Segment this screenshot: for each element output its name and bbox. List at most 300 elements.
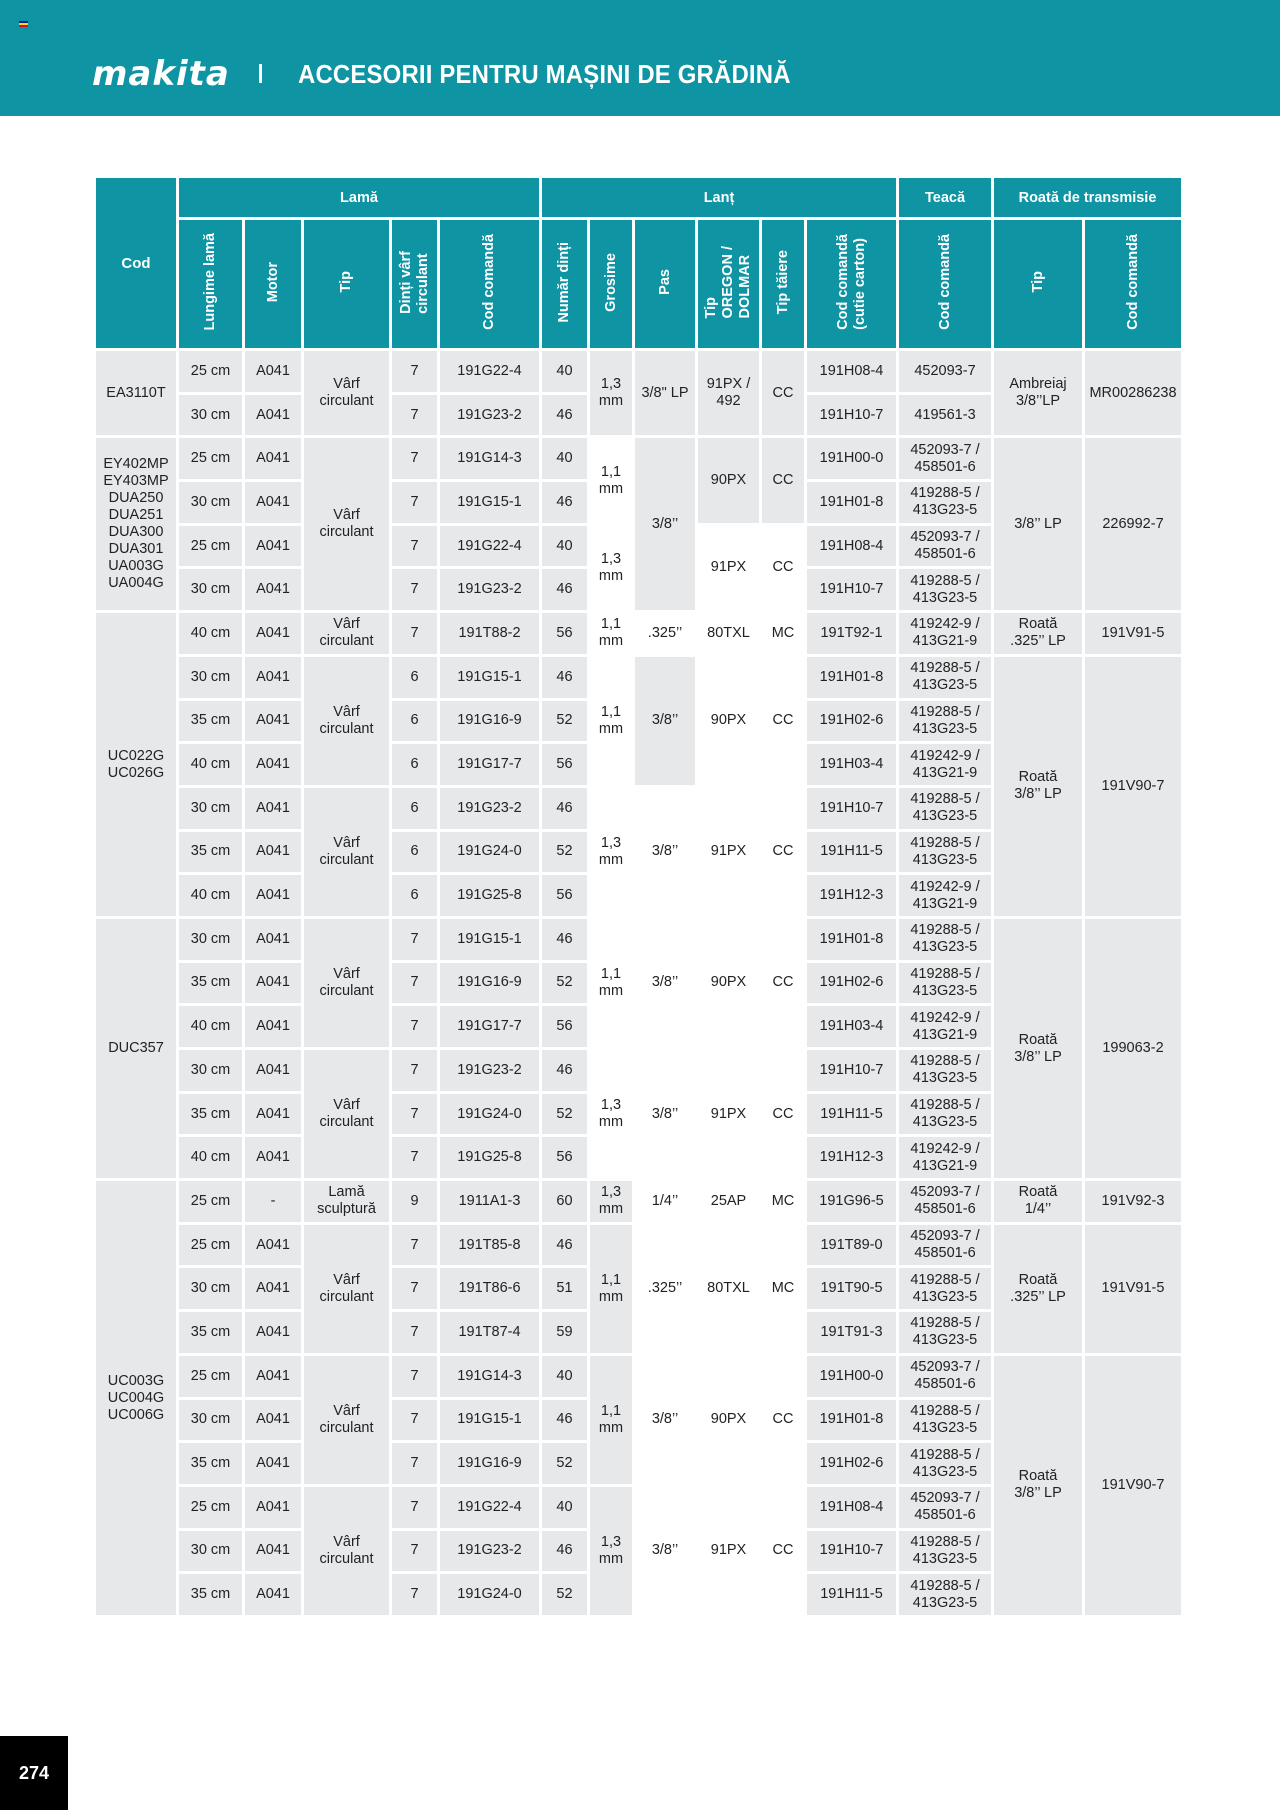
cell-cod-comanda: 191G24-0 (440, 1574, 539, 1615)
cell-line: UC026G (107, 764, 165, 781)
cell-cod-cutie: 191H02-6 (807, 963, 896, 1004)
cell-cod-cutie: 191H10-7 (807, 569, 896, 610)
cell-dinti: 7 (392, 351, 437, 392)
group-header-roata: Roată de transmisie (994, 178, 1181, 217)
cell-line: 3/8’’ LP (1014, 1048, 1062, 1065)
cell-grosime (590, 1225, 632, 1353)
cell-cod-cutie: 191H12-3 (807, 875, 896, 916)
cell-tip-taiere: CC (762, 526, 804, 610)
cell-motor: A041 (245, 1137, 301, 1178)
cell-line: 90PX (710, 472, 747, 489)
cell-line: 413G23-5 (912, 808, 978, 825)
cell-line: 1,1 (600, 1402, 622, 1419)
cell-roata-cod: 191V90-7 (1085, 1356, 1181, 1615)
cell-line: 419288-5 / (910, 1053, 980, 1070)
cell-numar-dinti: 46 (542, 1531, 587, 1572)
cell-dinti: 7 (392, 438, 437, 479)
cell-lungime: 35 cm (179, 1443, 242, 1484)
cell-lungime: 25 cm (179, 1356, 242, 1397)
cell-lungime: 35 cm (179, 1574, 242, 1615)
cell-line: DUC357 (108, 1040, 164, 1056)
cell-line: 80TXL (707, 1280, 750, 1297)
cell-dinti: 9 (392, 1181, 437, 1222)
col-header-motor: Motor (245, 220, 301, 348)
cell-line: UC003G (107, 1372, 165, 1389)
cell-cod-cutie: 191T90-5 (807, 1268, 896, 1309)
cell-line: 413G23-5 (912, 1550, 978, 1567)
cell-grosime (590, 613, 632, 654)
cell-line: Lamă (328, 1184, 365, 1201)
cell-line: 91PX (710, 843, 747, 860)
cell-cod (96, 919, 176, 1178)
page-title: ACCESORII PENTRU MAȘINI DE GRĂDINĂ (298, 59, 791, 89)
cell-teaca (899, 963, 991, 1004)
cell-numar-dinti: 40 (542, 1487, 587, 1528)
cell-tip-oregon (698, 657, 759, 785)
cell-motor: A041 (245, 395, 301, 436)
group-header-lant: Lanț (542, 178, 896, 217)
cell-lungime: 35 cm (179, 701, 242, 742)
cell-motor: A041 (245, 1312, 301, 1353)
cell-line: 458501-6 (914, 1245, 976, 1262)
cell-tip-oregon (698, 919, 759, 1047)
cell-motor: A041 (245, 482, 301, 523)
cell-numar-dinti: 40 (542, 526, 587, 567)
cell-line: Vârf (333, 1533, 360, 1550)
cell-cod-comanda: 191G22-4 (440, 526, 539, 567)
cell-line: 419288-5 / (910, 1402, 980, 1419)
cell-pas: 3/8’’ (635, 1050, 695, 1178)
col-header-tip-taiere: Tip tăiere (762, 220, 804, 348)
cell-line: mm (598, 1550, 624, 1567)
cell-roata-tip (994, 1356, 1082, 1615)
cell-line: DUA250 (108, 490, 164, 507)
cell-dinti: 6 (392, 744, 437, 785)
cell-numar-dinti: 56 (542, 613, 587, 654)
cell-lungime: 30 cm (179, 657, 242, 698)
cell-numar-dinti: 52 (542, 963, 587, 1004)
cell-tip (304, 788, 389, 916)
cell-lungime: 25 cm (179, 351, 242, 392)
cell-line: 1,3 (600, 550, 622, 567)
cell-line: 3/8’’LP (1015, 393, 1061, 410)
cell-roata-tip (994, 657, 1082, 916)
col-header-teaca-cod: Cod comandă (899, 220, 991, 348)
cell-pas: 3/8’’ (635, 788, 695, 916)
cell-pas: 3/8’’ (635, 1356, 695, 1484)
cell-motor: A041 (245, 657, 301, 698)
cell-cod-comanda: 191G22-4 (440, 351, 539, 392)
cell-cod (96, 438, 176, 610)
cell-dinti: 7 (392, 1312, 437, 1353)
table-row (96, 1181, 1181, 1222)
cell-line: Ambreiaj (1009, 376, 1067, 393)
cell-line: mm (598, 393, 624, 410)
cell-cod-comanda: 191G14-3 (440, 438, 539, 479)
cell-cod-comanda: 191G23-2 (440, 1050, 539, 1091)
cell-lungime: 30 cm (179, 919, 242, 960)
cell-line: 90PX (710, 974, 747, 991)
cell-numar-dinti: 56 (542, 875, 587, 916)
cell-pas: .325’’ (635, 1225, 695, 1353)
cell-grosime (590, 1181, 632, 1222)
cell-cod-comanda: 191G16-9 (440, 1443, 539, 1484)
cell-lungime: 30 cm (179, 482, 242, 523)
cell-tip-taiere: CC (762, 1356, 804, 1484)
cell-lungime: 35 cm (179, 1312, 242, 1353)
cell-line: 1,3 (600, 1533, 622, 1550)
cell-tip-taiere: CC (762, 788, 804, 916)
cell-numar-dinti: 46 (542, 1225, 587, 1266)
table-row (96, 613, 1181, 654)
cell-lungime: 30 cm (179, 1400, 242, 1441)
cell-tip (304, 919, 389, 1047)
cell-teaca (899, 875, 991, 916)
cell-motor: A041 (245, 788, 301, 829)
cell-cod-comanda: 191G15-1 (440, 657, 539, 698)
cell-cod-cutie: 191H11-5 (807, 1094, 896, 1135)
cell-line: 452093-7 / (910, 529, 980, 546)
cell-tip-oregon (698, 1181, 759, 1222)
cell-dinti: 6 (392, 701, 437, 742)
cell-line: 452093-7 / (910, 1184, 980, 1201)
cell-dinti: 6 (392, 657, 437, 698)
cell-motor: A041 (245, 569, 301, 610)
cell-teaca (899, 832, 991, 873)
cell-cod-cutie: 191H00-0 (807, 1356, 896, 1397)
cell-line: 413G23-5 (912, 982, 978, 999)
cell-dinti: 7 (392, 482, 437, 523)
cell-line: circulant (319, 982, 374, 999)
cell-motor: A041 (245, 1268, 301, 1309)
cell-lungime: 40 cm (179, 613, 242, 654)
col-header-cod: Cod (96, 178, 176, 348)
cell-dinti: 7 (392, 1137, 437, 1178)
cell-motor: A041 (245, 744, 301, 785)
cell-line: 452093-7 (914, 362, 976, 379)
cell-line: 1,3 (600, 1184, 622, 1201)
cell-tip (304, 1181, 389, 1222)
cell-line: 413G21-9 (912, 764, 978, 781)
cell-lungime: 25 cm (179, 1181, 242, 1222)
cell-line: 413G23-5 (912, 1070, 978, 1087)
cell-dinti: 7 (392, 1094, 437, 1135)
cell-cod-cutie: 191H10-7 (807, 395, 896, 436)
cell-pas: 3/8’’ (635, 919, 695, 1047)
cell-tip-oregon (698, 613, 759, 654)
page-number: 274 (0, 1736, 68, 1810)
cell-line: 419288-5 / (910, 834, 980, 851)
cell-line: 419242-9 / (910, 1009, 980, 1026)
cell-motor: A041 (245, 613, 301, 654)
cell-line: 419288-5 / (910, 922, 980, 939)
cell-line: mm (598, 567, 624, 584)
cell-line: Vârf (333, 703, 360, 720)
cell-teaca (899, 1531, 991, 1572)
cell-line: 3/8’’ LP (1014, 1485, 1062, 1502)
cell-line: 419242-9 / (910, 1140, 980, 1157)
cell-motor: A041 (245, 438, 301, 479)
cell-numar-dinti: 59 (542, 1312, 587, 1353)
cell-motor: A041 (245, 1531, 301, 1572)
cell-lungime: 40 cm (179, 744, 242, 785)
cell-tip-oregon (698, 1050, 759, 1178)
cell-line: UC004G (107, 1389, 165, 1406)
cell-line: 80TXL (707, 624, 750, 641)
cell-lungime: 30 cm (179, 395, 242, 436)
cell-line: UC022G (107, 747, 165, 764)
cell-line: mm (598, 480, 624, 497)
cell-cod-cutie: 191H11-5 (807, 1574, 896, 1615)
cell-roata-tip (994, 438, 1082, 610)
cell-tip-taiere: CC (762, 438, 804, 522)
cell-cod-cutie: 191H11-5 (807, 832, 896, 873)
cell-cod-comanda: 191G16-9 (440, 963, 539, 1004)
cell-dinti: 7 (392, 1400, 437, 1441)
cell-dinti: 7 (392, 963, 437, 1004)
cell-cod-cutie: 191H03-4 (807, 744, 896, 785)
col-header-tip-oregon: Tip OREGON / DOLMAR (698, 220, 759, 348)
cell-dinti: 7 (392, 613, 437, 654)
cell-dinti: 7 (392, 1574, 437, 1615)
cell-cod-comanda: 191G17-7 (440, 744, 539, 785)
cell-cod-comanda: 191G23-2 (440, 788, 539, 829)
cell-dinti: 7 (392, 919, 437, 960)
cell-line: 91PX (710, 559, 747, 576)
cell-roata-tip (994, 351, 1082, 435)
cell-line: 419288-5 / (910, 703, 980, 720)
cell-cod-comanda: 191G15-1 (440, 919, 539, 960)
cell-pas: 3/8’’ (635, 657, 695, 785)
cell-line: 458501-6 (914, 1201, 976, 1218)
cell-grosime (590, 526, 632, 610)
cell-cod-cutie: 191G96-5 (807, 1181, 896, 1222)
cell-teaca (899, 1050, 991, 1091)
cell-tip-taiere: MC (762, 1181, 804, 1222)
cell-grosime (590, 788, 632, 916)
cell-line: 413G21-9 (912, 633, 978, 650)
cell-cod-cutie: 191T91-3 (807, 1312, 896, 1353)
cell-line: 1,3 (600, 1097, 622, 1114)
cell-dinti: 7 (392, 1050, 437, 1091)
cell-roata-tip (994, 1181, 1082, 1222)
cell-numar-dinti: 40 (542, 1356, 587, 1397)
cell-line: 91PX / (706, 376, 751, 393)
cell-line: Roată (1018, 769, 1058, 786)
cell-cod-cutie: 191H01-8 (807, 919, 896, 960)
cell-motor: A041 (245, 1094, 301, 1135)
cell-lungime: 40 cm (179, 875, 242, 916)
cell-line: Vârf (333, 376, 360, 393)
makita-logo: makita (92, 54, 230, 94)
cell-line: 1,1 (600, 703, 622, 720)
cell-line: UC006G (107, 1406, 165, 1423)
cell-dinti: 7 (392, 1268, 437, 1309)
col-header-tip: Tip (304, 220, 389, 348)
cell-pas: .325’’ (635, 613, 695, 654)
cell-dinti: 7 (392, 526, 437, 567)
cell-tip-taiere: CC (762, 919, 804, 1047)
cell-line: mm (598, 1201, 624, 1218)
cell-cod-comanda: 191G17-7 (440, 1006, 539, 1047)
cell-line: DUA300 (108, 524, 164, 541)
cell-lungime: 25 cm (179, 438, 242, 479)
cell-cod-cutie: 191T92-1 (807, 613, 896, 654)
table-row (96, 657, 1181, 698)
cell-numar-dinti: 46 (542, 482, 587, 523)
cell-numar-dinti: 46 (542, 1050, 587, 1091)
cell-roata-cod: 199063-2 (1085, 919, 1181, 1178)
cell-cod (96, 1181, 176, 1615)
cell-line: 413G23-5 (912, 677, 978, 694)
cell-line: 413G21-9 (912, 1157, 978, 1174)
cell-cod-cutie: 191H01-8 (807, 657, 896, 698)
cell-teaca (899, 1312, 991, 1353)
cell-lungime: 25 cm (179, 1225, 242, 1266)
cell-line: Vârf (333, 965, 360, 982)
cell-motor: A041 (245, 919, 301, 960)
cell-cod-cutie: 191H08-4 (807, 526, 896, 567)
cell-cod (96, 351, 176, 435)
cell-cod-comanda: 191G16-9 (440, 701, 539, 742)
cell-cod-comanda: 191G22-4 (440, 1487, 539, 1528)
cell-lungime: 30 cm (179, 1050, 242, 1091)
cell-teaca (899, 919, 991, 960)
cell-cod-comanda: 191T87-4 (440, 1312, 539, 1353)
cell-line: circulant (319, 720, 374, 737)
cell-motor: A041 (245, 963, 301, 1004)
cell-line: mm (598, 982, 624, 999)
cell-dinti: 7 (392, 1225, 437, 1266)
cell-line: 413G23-5 (912, 589, 978, 606)
cell-line: Vârf (333, 1402, 360, 1419)
cell-grosime (590, 438, 632, 522)
cell-line: 91PX (710, 1105, 747, 1122)
cell-line: mm (598, 720, 624, 737)
cell-dinti: 6 (392, 788, 437, 829)
cell-teaca (899, 1006, 991, 1047)
cell-line: UA004G (108, 575, 164, 592)
cell-lungime: 40 cm (179, 1006, 242, 1047)
cell-grosime (590, 1356, 632, 1484)
cell-cod-cutie: 191H01-8 (807, 482, 896, 523)
cell-cod-comanda: 191T85-8 (440, 1225, 539, 1266)
cell-line: 1,1 (600, 965, 622, 982)
cell-line: 25AP (710, 1192, 747, 1209)
cell-line: 419288-5 / (910, 1533, 980, 1550)
cell-line: Vârf (333, 1271, 360, 1288)
cell-motor: A041 (245, 1225, 301, 1266)
cell-line: 413G23-5 (912, 1594, 978, 1611)
cell-teaca (899, 1400, 991, 1441)
cell-line: 90PX (710, 712, 747, 729)
cell-line: mm (598, 633, 624, 650)
cell-teaca (899, 1268, 991, 1309)
cell-grosime (590, 657, 632, 785)
cell-cod-comanda: 191G23-2 (440, 569, 539, 610)
cell-cod (96, 613, 176, 916)
cell-motor: A041 (245, 1356, 301, 1397)
cell-roata-cod: 191V91-5 (1085, 1225, 1181, 1353)
cell-line: circulant (319, 524, 374, 541)
cell-lungime: 35 cm (179, 963, 242, 1004)
cell-line: Roată (1018, 616, 1058, 633)
cell-numar-dinti: 52 (542, 832, 587, 873)
cell-numar-dinti: 46 (542, 569, 587, 610)
cell-line: 419561-3 (914, 406, 976, 423)
cell-cod-cutie: 191H02-6 (807, 1443, 896, 1484)
cell-cod-cutie: 191H02-6 (807, 701, 896, 742)
cell-numar-dinti: 40 (542, 351, 587, 392)
cell-line: circulant (319, 1114, 374, 1131)
cell-tip (304, 1225, 389, 1353)
cell-teaca (899, 1225, 991, 1266)
cell-grosime (590, 351, 632, 435)
cell-line: DUA301 (108, 541, 164, 558)
cell-tip-oregon (698, 1487, 759, 1615)
cell-lungime: 40 cm (179, 1137, 242, 1178)
cell-dinti: 7 (392, 1487, 437, 1528)
cell-motor: A041 (245, 1443, 301, 1484)
cell-roata-tip (994, 1225, 1082, 1353)
language-flag-icon (19, 21, 28, 28)
cell-teaca (899, 1574, 991, 1615)
cell-cod-cutie: 191H10-7 (807, 1050, 896, 1091)
cell-motor: A041 (245, 1400, 301, 1441)
cell-numar-dinti: 46 (542, 395, 587, 436)
cell-line: 419288-5 / (910, 1271, 980, 1288)
cell-lungime: 30 cm (179, 1268, 242, 1309)
cell-teaca (899, 438, 991, 479)
cell-cod-cutie: 191H10-7 (807, 788, 896, 829)
cell-motor: A041 (245, 1050, 301, 1091)
cell-cod-comanda: 191G25-8 (440, 875, 539, 916)
cell-line: EA3110T (106, 384, 166, 401)
cell-line: 452093-7 / (910, 1359, 980, 1376)
cell-dinti: 7 (392, 1443, 437, 1484)
cell-teaca (899, 1181, 991, 1222)
cell-roata-cod: 191V91-5 (1085, 613, 1181, 654)
cell-motor: A041 (245, 832, 301, 873)
group-header-teaca: Teacă (899, 178, 991, 217)
cell-grosime (590, 1487, 632, 1615)
cell-cod-cutie: 191H08-4 (807, 1487, 896, 1528)
cell-tip-taiere: CC (762, 351, 804, 435)
cell-line: 419288-5 / (910, 791, 980, 808)
cell-line: sculptură (317, 1201, 376, 1218)
cell-line: 419288-5 / (910, 485, 980, 502)
cell-line: 413G21-9 (912, 1026, 978, 1043)
cell-line: mm (598, 1288, 624, 1305)
col-header-roata-tip: Tip (994, 220, 1082, 348)
cell-line: 458501-6 (914, 1507, 976, 1524)
cell-line: circulant (319, 1419, 374, 1436)
cell-cod-cutie: 191H08-4 (807, 351, 896, 392)
cell-line: Roată (1018, 1184, 1058, 1201)
cell-lungime: 35 cm (179, 832, 242, 873)
cell-line: 90PX (710, 1411, 747, 1428)
cell-numar-dinti: 56 (542, 744, 587, 785)
cell-numar-dinti: 52 (542, 1443, 587, 1484)
cell-teaca (899, 395, 991, 436)
cell-roata-tip (994, 613, 1082, 654)
cell-teaca (899, 701, 991, 742)
cell-line: 419288-5 / (910, 572, 980, 589)
cell-line: 419242-9 / (910, 747, 980, 764)
cell-motor: A041 (245, 1487, 301, 1528)
cell-tip-taiere: CC (762, 1050, 804, 1178)
cell-teaca (899, 788, 991, 829)
